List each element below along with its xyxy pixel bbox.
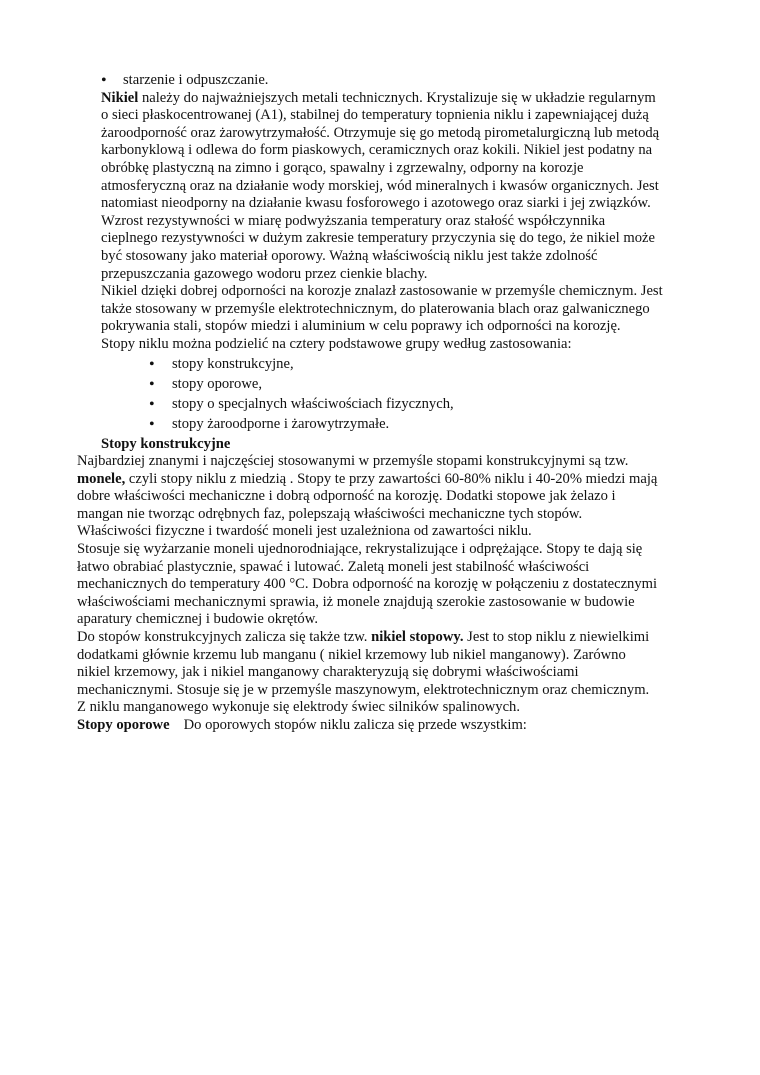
- paragraph-line: pokrywania stali, stopów miedzi i aluminium w celu poprawy ich odporności na korozję.: [101, 318, 621, 335]
- text-run: Jest to stop niklu z niewielkimi: [463, 628, 650, 645]
- paragraph-line: łatwo obrabiać plastycznie, spawać i lutować. Zaletą moneli jest stabilność właściwości: [77, 558, 590, 575]
- paragraph-line: Właściwości fizyczne i twardość moneli jest uzależniona od zawartości niklu.: [77, 523, 532, 540]
- paragraph-line: cieplnego rezystywności w dużym zakresie temperatury przyczynia się do tego, że nikiel może: [101, 230, 655, 247]
- paragraph-line: mangan nie tworząc odrębnych faz, polepszają właściwości mechaniczne tych stopów.: [77, 505, 583, 522]
- list-item: • stopy żaroodporne i żarowytrzymałe.: [101, 416, 701, 434]
- paragraph-line: [77, 629, 697, 647]
- heading-stopy-oporowe: Stopy oporowe: [77, 716, 170, 733]
- bold-term-nikiel-stopowy: nikiel stopowy.: [371, 628, 464, 645]
- paragraph-line: Wzrost rezystywności w miarę podwyższania temperatury oraz stałość współczynnika: [101, 212, 606, 229]
- list-item: [101, 72, 701, 90]
- paragraph-line: właściwościami mechanicznymi sprawia, iż monele znajdują szerokie zastosowanie w budowie: [77, 593, 635, 610]
- paragraph-line: dobre właściwości mechaniczne i dobrą odporność na korozję. Dodatki stopowe jak żelazo i: [77, 488, 616, 505]
- list-item-text: starzenie i odpuszczanie.: [123, 72, 269, 88]
- paragraph-line: karbonyklową i odlewa do form piaskowych, ceramicznych oraz kokili. Nikiel jest podatny na: [101, 142, 653, 159]
- bold-term-nikiel: Nikiel: [101, 89, 139, 106]
- paragraph-line: Stopy niklu można podzielić na cztery podstawowe grupy według zastosowania:: [101, 335, 572, 352]
- paragraph-line: Nikiel dzięki dobrej odporności na korozje znalazł zastosowanie w przemyśle chemicznym. Jest: [101, 283, 663, 300]
- bold-term-monele: monele,: [77, 470, 126, 487]
- heading-stopy-konstrukcyjne: Stopy konstrukcyjne: [101, 435, 231, 452]
- paragraph-line: przepuszczania gazowego wodoru przez cienkie blachy.: [101, 265, 428, 282]
- paragraph-line: aparatury chemicznej i budowie okrętów.: [77, 611, 318, 628]
- paragraph-line: obróbkę plastyczną na zimno i gorąco, spawalny i zgrzewalny, odporny na korozje: [101, 159, 584, 176]
- text-run: Do stopów konstrukcyjnych zalicza się także tzw.: [77, 628, 372, 645]
- paragraph-line: być stosowany jako materiał oporowy. Ważną właściwością niklu jest także zdolność: [101, 247, 598, 264]
- paragraph-line: także stosowany w przemyśle elektrotechnicznym, do platerowania blach oraz galwanicznego: [101, 300, 650, 317]
- paragraph-line: natomiast nieodporny na działanie kwasu fosforowego i azotowego oraz siarki i jej związków.: [101, 195, 651, 212]
- paragraph-line: mechanicznych do temperatury 400 °C. Dobra odporność na korozję w połączeniu z dostatecznymi: [77, 576, 658, 593]
- paragraph-line: mechanicznymi. Stosuje się je w przemyśle maszynowym, elektrotechnicznym oraz chemicznym.: [77, 681, 650, 698]
- list-item: • stopy o specjalnych właściwościach fizycznych,: [101, 396, 701, 414]
- paragraph-line: Z niklu manganowego wykonuje się elektrody świec silników spalinowych.: [77, 699, 521, 716]
- paragraph-line: [77, 717, 697, 735]
- section-stopy-konstrukcyjne: [77, 453, 697, 735]
- paragraph-line: o sieci płaskocentrowanej (A1), stabilnej do temperatury topnienia niklu i zapewniającej dużą: [101, 107, 649, 124]
- paragraph-line: nikiel krzemowy, jak i nikiel manganowy charakteryzują się dobrymi właściwościami: [77, 664, 579, 681]
- paragraph-line: Stosuje się wyżarzanie moneli ujednorodniające, rekrystalizujące i odprężające. Stopy te dają się: [77, 540, 643, 557]
- paragraph-line: [77, 471, 697, 489]
- text-run: należy do najważniejszych metali technicznych. Krystalizuje się w układzie regularnym: [138, 89, 656, 106]
- paragraph-line: Najbardziej znanymi i najczęściej stosowanymi w przemyśle stopami konstrukcyjnymi są tzw.: [77, 453, 629, 469]
- list-item: • stopy konstrukcyjne,: [101, 356, 701, 374]
- section-nikiel: [101, 72, 701, 453]
- text-run: czyli stopy niklu z miedzią . Stopy te przy zawartości 60-80% niklu i 40-20% miedzi mają: [125, 470, 658, 487]
- paragraph-line: żaroodporność oraz żarowytrzymałość. Otrzymuje się go metodą pirometalurgiczną lub metodą: [101, 124, 660, 141]
- paragraph-line: [101, 90, 701, 108]
- paragraph-line: atmosferyczną oraz na działanie wody morskiej, wód mineralnych i kwasów organicznych. Jest: [101, 177, 659, 194]
- paragraph-line: dodatkami głównie krzemu lub manganu ( nikiel krzemowy lub nikiel manganowy). Zarówno: [77, 646, 626, 663]
- list-item: • stopy oporowe,: [101, 376, 701, 394]
- text-run: Do oporowych stopów niklu zalicza się przede wszystkim:: [183, 716, 527, 733]
